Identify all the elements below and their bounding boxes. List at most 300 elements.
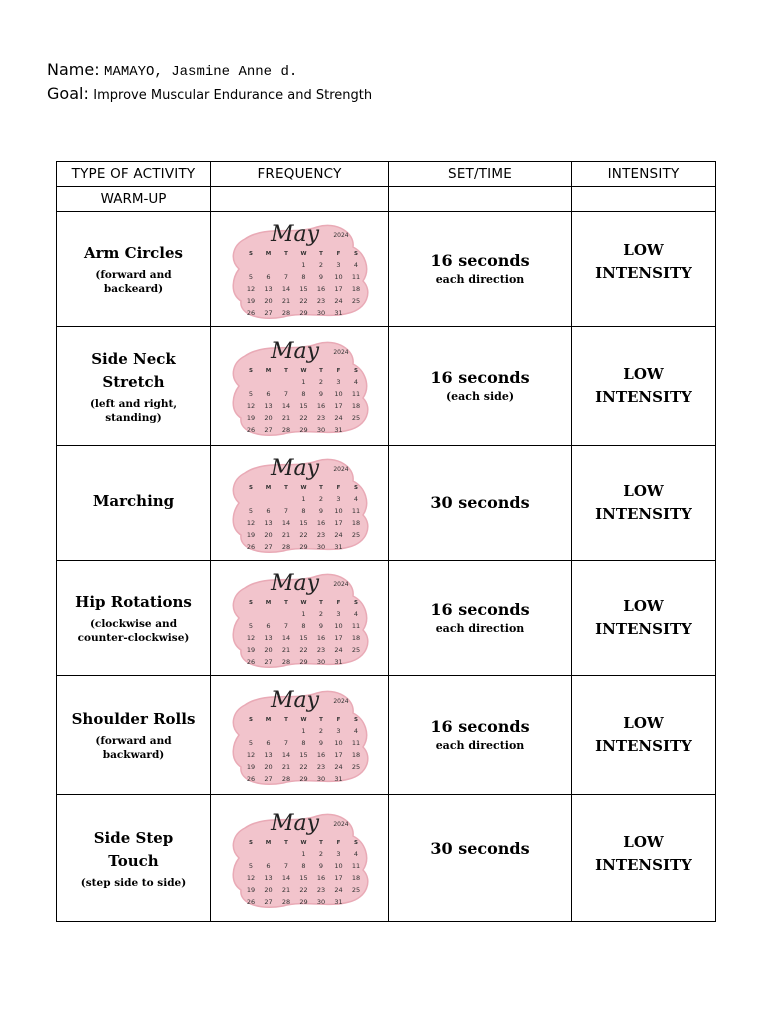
calendar-day: 22 <box>298 886 308 894</box>
calendar-day: 23 <box>316 297 325 305</box>
calendar-day: 6 <box>265 622 271 630</box>
calendar-day: 20 <box>263 886 273 894</box>
calendar-day: 26 <box>246 543 255 551</box>
set-time-value: 16 seconds <box>430 367 530 387</box>
calendar-day: 1 <box>300 378 306 386</box>
calendar-day: 25 <box>351 531 360 539</box>
calendar-day: 15 <box>298 519 308 527</box>
calendar-day: 19 <box>246 763 255 771</box>
calendar-weekday: W <box>299 485 307 491</box>
intensity-value: LOW INTENSITY <box>595 482 692 523</box>
calendar-day: 7 <box>283 739 288 747</box>
calendar-weekday: M <box>265 717 271 723</box>
calendar-day: 31 <box>333 658 343 666</box>
calendar-day: 30 <box>316 543 325 551</box>
calendar-day: 17 <box>333 751 343 759</box>
calendar-day: 5 <box>248 739 253 747</box>
calendar-weekday: F <box>336 251 340 257</box>
activity-cell <box>57 327 211 446</box>
calendar-day: 25 <box>351 763 360 771</box>
calendar-day: 17 <box>333 874 343 882</box>
calendar-month: May <box>270 339 319 364</box>
calendar-day: 8 <box>300 862 306 870</box>
calendar-day: 11 <box>351 390 360 398</box>
calendar-day: 7 <box>283 862 288 870</box>
calendar-day: 13 <box>263 402 273 410</box>
calendar-day: 21 <box>281 297 290 305</box>
calendar-day: 27 <box>263 658 273 666</box>
calendar-day: 14 <box>281 519 290 527</box>
calendar-day: 25 <box>351 886 360 894</box>
calendar-month: May <box>270 571 319 596</box>
calendar-day: 13 <box>263 519 273 527</box>
calendar-day: 2 <box>318 610 323 618</box>
calendar-day: 14 <box>281 285 290 293</box>
calendar-day: 5 <box>248 862 253 870</box>
calendar-day: 13 <box>263 285 273 293</box>
calendar-weekday: T <box>318 840 323 846</box>
calendar-day: 28 <box>281 775 290 783</box>
calendar-day: 22 <box>298 414 308 422</box>
activity-name: Arm Circles <box>84 244 183 262</box>
calendar-day: 10 <box>333 862 343 870</box>
set-time-note: each direction <box>435 272 525 286</box>
calendar-weekday: F <box>336 600 340 606</box>
calendar-day: 20 <box>263 646 273 654</box>
calendar-weekday: W <box>299 600 307 606</box>
calendar-day: 28 <box>281 309 290 317</box>
calendar-weekday: F <box>336 368 340 374</box>
section-empty-cell <box>211 187 389 212</box>
calendar-day: 24 <box>333 763 343 771</box>
calendar-day: 3 <box>335 378 341 386</box>
calendar-day: 7 <box>283 622 288 630</box>
calendar-day: 27 <box>263 898 273 906</box>
intensity-value: LOW INTENSITY <box>595 241 692 282</box>
set-time-note: (each side) <box>445 389 515 403</box>
calendar-day: 30 <box>316 426 325 434</box>
calendar-weekday: T <box>283 485 288 491</box>
calendar-day: 19 <box>246 531 255 539</box>
column-header-intensity: INTENSITY <box>572 162 716 187</box>
frequency-cell <box>211 212 389 327</box>
table-row <box>57 676 716 795</box>
calendar-day: 7 <box>283 273 288 281</box>
calendar-day: 17 <box>333 402 343 410</box>
calendar-day: 14 <box>281 402 290 410</box>
calendar-day: 20 <box>263 531 273 539</box>
calendar-day: 9 <box>318 622 323 630</box>
goal-value: Improve Muscular Endurance and Strength <box>93 88 373 103</box>
calendar-day: 19 <box>246 297 255 305</box>
calendar-day: 6 <box>265 862 271 870</box>
calendar-weekday: M <box>265 251 271 257</box>
calendar-weekday: W <box>299 840 307 846</box>
calendar-day: 18 <box>351 402 360 410</box>
calendar-day: 10 <box>333 390 343 398</box>
calendar-day: 29 <box>298 658 308 666</box>
calendar-day: 23 <box>316 886 325 894</box>
calendar-day: 1 <box>300 727 306 735</box>
calendar-day: 31 <box>333 426 343 434</box>
calendar-day: 19 <box>246 414 255 422</box>
calendar-day: 6 <box>265 273 271 281</box>
set-time-value: 16 seconds <box>430 599 530 619</box>
may-calendar-image <box>225 806 375 910</box>
calendar-day: 5 <box>248 507 253 515</box>
calendar-day: 22 <box>298 763 308 771</box>
intensity-value: LOW INTENSITY <box>595 833 692 874</box>
calendar-weekday: T <box>283 840 288 846</box>
calendar-day: 25 <box>351 414 360 422</box>
calendar-day: 19 <box>246 646 255 654</box>
calendar-day: 29 <box>298 775 308 783</box>
calendar-day: 26 <box>246 426 255 434</box>
calendar-day: 18 <box>351 874 360 882</box>
calendar-day: 8 <box>300 390 306 398</box>
calendar-weekday: S <box>353 840 358 846</box>
activity-note: (clockwise and counter-clockwise) <box>77 618 190 644</box>
calendar-day: 21 <box>281 646 290 654</box>
calendar-day: 13 <box>263 634 273 642</box>
set-time-note: each direction <box>435 621 525 635</box>
calendar-day: 17 <box>333 634 343 642</box>
activity-cell <box>57 446 211 561</box>
calendar-day: 16 <box>316 519 325 527</box>
calendar-day: 3 <box>335 610 341 618</box>
calendar-day: 10 <box>333 273 343 281</box>
calendar-day: 30 <box>316 309 325 317</box>
calendar-day: 16 <box>316 874 325 882</box>
may-calendar-image <box>225 566 375 670</box>
frequency-cell <box>211 795 389 922</box>
activity-note: (left and right, standing) <box>89 397 178 424</box>
calendar-day: 28 <box>281 898 290 906</box>
calendar-weekday: S <box>248 251 253 257</box>
table-row <box>57 795 716 922</box>
calendar-weekday: M <box>265 840 271 846</box>
calendar-graphic <box>225 334 375 438</box>
calendar-year: 2024 <box>332 698 349 705</box>
calendar-day: 25 <box>351 297 360 305</box>
table-header-row <box>57 162 716 187</box>
calendar-weekday: S <box>353 251 358 257</box>
calendar-day: 2 <box>318 378 323 386</box>
activity-note: (step side to side) <box>80 876 187 889</box>
calendar-day: 12 <box>246 874 255 882</box>
calendar-day: 3 <box>335 727 341 735</box>
calendar-weekday: T <box>318 717 323 723</box>
calendar-weekday: T <box>318 251 323 257</box>
calendar-day: 24 <box>333 297 343 305</box>
calendar-day: 15 <box>298 285 308 293</box>
calendar-day: 2 <box>318 850 323 858</box>
calendar-day: 19 <box>246 886 255 894</box>
calendar-day: 10 <box>333 507 343 515</box>
calendar-weekday: M <box>265 368 271 374</box>
section-empty-cell <box>389 187 572 212</box>
activity-note: (forward and backward) <box>95 735 172 761</box>
calendar-day: 31 <box>333 309 343 317</box>
calendar-day: 16 <box>316 285 325 293</box>
table-row <box>57 212 716 327</box>
calendar-day: 23 <box>316 531 325 539</box>
calendar-year: 2024 <box>332 466 349 473</box>
calendar-weekday: S <box>353 600 358 606</box>
calendar-weekday: M <box>265 485 271 491</box>
activity-cell <box>57 795 211 922</box>
calendar-weekday: F <box>336 717 340 723</box>
calendar-year: 2024 <box>332 581 349 588</box>
calendar-day: 11 <box>351 273 360 281</box>
calendar-day: 15 <box>298 634 308 642</box>
calendar-day: 18 <box>351 634 360 642</box>
calendar-day: 1 <box>300 850 306 858</box>
calendar-day: 5 <box>248 273 253 281</box>
calendar-day: 30 <box>316 898 325 906</box>
calendar-month: May <box>270 456 319 481</box>
may-calendar-image <box>225 334 375 438</box>
name-line <box>47 58 372 82</box>
calendar-day: 4 <box>353 610 358 618</box>
section-empty-cell <box>572 187 716 212</box>
calendar-day: 17 <box>333 285 343 293</box>
intensity-value: LOW INTENSITY <box>595 365 692 406</box>
calendar-day: 4 <box>353 727 358 735</box>
calendar-weekday: T <box>283 600 288 606</box>
calendar-graphic <box>225 683 375 787</box>
name-label: Name: <box>47 60 100 79</box>
calendar-day: 4 <box>353 378 358 386</box>
calendar-day: 7 <box>283 507 288 515</box>
calendar-day: 3 <box>335 850 341 858</box>
calendar-weekday: S <box>353 485 358 491</box>
activity-name: Side Neck Stretch <box>91 349 176 391</box>
calendar-day: 26 <box>246 898 255 906</box>
calendar-day: 28 <box>281 426 290 434</box>
column-header-activity: TYPE OF ACTIVITY <box>57 162 211 187</box>
set-time-cell <box>389 327 572 446</box>
calendar-day: 8 <box>300 622 306 630</box>
calendar-day: 20 <box>263 414 273 422</box>
calendar-day: 27 <box>263 775 273 783</box>
calendar-day: 9 <box>318 390 323 398</box>
calendar-day: 16 <box>316 634 325 642</box>
calendar-graphic <box>225 566 375 670</box>
calendar-day: 23 <box>316 646 325 654</box>
activity-name: Shoulder Rolls <box>71 710 196 728</box>
calendar-day: 18 <box>351 285 360 293</box>
calendar-day: 26 <box>246 775 255 783</box>
calendar-weekday: S <box>248 600 253 606</box>
calendar-day: 14 <box>281 634 290 642</box>
calendar-weekday: T <box>283 368 288 374</box>
calendar-weekday: F <box>336 840 340 846</box>
calendar-weekday: S <box>248 717 253 723</box>
calendar-day: 18 <box>351 751 360 759</box>
goal-label: Goal: <box>47 84 89 103</box>
calendar-weekday: W <box>299 368 307 374</box>
calendar-weekday: M <box>265 600 271 606</box>
calendar-weekday: T <box>318 485 323 491</box>
calendar-weekday: S <box>353 717 358 723</box>
calendar-day: 8 <box>300 507 306 515</box>
calendar-day: 22 <box>298 531 308 539</box>
calendar-day: 16 <box>316 402 325 410</box>
set-time-value: 30 seconds <box>430 839 530 858</box>
calendar-weekday: T <box>283 717 288 723</box>
section-row <box>57 187 716 212</box>
table-row <box>57 327 716 446</box>
frequency-cell <box>211 327 389 446</box>
calendar-year: 2024 <box>332 349 349 356</box>
document-header <box>47 58 372 106</box>
calendar-day: 5 <box>248 622 253 630</box>
calendar-day: 3 <box>335 495 341 503</box>
calendar-day: 15 <box>298 751 308 759</box>
calendar-day: 6 <box>265 739 271 747</box>
calendar-day: 27 <box>263 543 273 551</box>
calendar-day: 26 <box>246 658 255 666</box>
set-time-value: 16 seconds <box>430 716 530 736</box>
calendar-day: 20 <box>263 763 273 771</box>
activity-cell <box>57 676 211 795</box>
calendar-day: 3 <box>335 261 341 269</box>
calendar-day: 4 <box>353 495 358 503</box>
calendar-day: 24 <box>333 646 343 654</box>
set-time-cell <box>389 212 572 327</box>
table-row <box>57 561 716 676</box>
calendar-day: 2 <box>318 727 323 735</box>
intensity-value: LOW INTENSITY <box>595 714 692 755</box>
calendar-day: 18 <box>351 519 360 527</box>
calendar-day: 13 <box>263 751 273 759</box>
calendar-day: 12 <box>246 634 255 642</box>
calendar-day: 9 <box>318 739 323 747</box>
frequency-cell <box>211 676 389 795</box>
calendar-day: 10 <box>333 739 343 747</box>
calendar-day: 24 <box>333 886 343 894</box>
calendar-day: 6 <box>265 507 271 515</box>
calendar-day: 17 <box>333 519 343 527</box>
calendar-day: 6 <box>265 390 271 398</box>
intensity-cell <box>572 795 716 922</box>
calendar-weekday: T <box>283 251 288 257</box>
calendar-day: 4 <box>353 850 358 858</box>
calendar-year: 2024 <box>332 821 349 828</box>
calendar-day: 25 <box>351 646 360 654</box>
calendar-month: May <box>270 811 319 836</box>
calendar-day: 10 <box>333 622 343 630</box>
set-time-note: each direction <box>435 738 525 752</box>
calendar-day: 27 <box>263 309 273 317</box>
may-calendar-image <box>225 683 375 787</box>
calendar-day: 24 <box>333 414 343 422</box>
set-time-cell <box>389 795 572 922</box>
activity-note: (forward and backeard) <box>95 269 172 295</box>
name-value: MAMAYO, Jasmine Anne d. <box>104 64 298 80</box>
calendar-day: 29 <box>298 543 308 551</box>
calendar-day: 1 <box>300 261 306 269</box>
calendar-day: 30 <box>316 658 325 666</box>
table-row <box>57 446 716 561</box>
calendar-day: 22 <box>298 297 308 305</box>
calendar-day: 7 <box>283 390 288 398</box>
calendar-day: 15 <box>298 874 308 882</box>
calendar-day: 9 <box>318 862 323 870</box>
column-header-set-time: SET/TIME <box>389 162 572 187</box>
activity-name: Marching <box>92 492 175 510</box>
calendar-day: 11 <box>351 622 360 630</box>
calendar-day: 2 <box>318 495 323 503</box>
calendar-weekday: S <box>353 368 358 374</box>
calendar-day: 14 <box>281 751 290 759</box>
calendar-day: 12 <box>246 751 255 759</box>
calendar-day: 8 <box>300 739 306 747</box>
set-time-cell <box>389 446 572 561</box>
intensity-value: LOW INTENSITY <box>595 597 692 638</box>
calendar-day: 22 <box>298 646 308 654</box>
calendar-month: May <box>270 222 319 247</box>
calendar-day: 9 <box>318 273 323 281</box>
intensity-cell <box>572 327 716 446</box>
column-header-frequency: FREQUENCY <box>211 162 389 187</box>
intensity-cell <box>572 446 716 561</box>
activity-name: Hip Rotations <box>75 593 192 611</box>
calendar-day: 24 <box>333 531 343 539</box>
calendar-day: 12 <box>246 402 255 410</box>
calendar-day: 29 <box>298 309 308 317</box>
frequency-cell <box>211 446 389 561</box>
calendar-month: May <box>270 688 319 713</box>
calendar-day: 29 <box>298 898 308 906</box>
calendar-graphic <box>225 806 375 910</box>
intensity-cell <box>572 212 716 327</box>
calendar-day: 23 <box>316 414 325 422</box>
intensity-cell <box>572 561 716 676</box>
calendar-day: 16 <box>316 751 325 759</box>
set-time-value: 16 seconds <box>430 250 530 270</box>
calendar-weekday: W <box>299 717 307 723</box>
calendar-day: 1 <box>300 610 306 618</box>
activity-cell <box>57 212 211 327</box>
calendar-day: 21 <box>281 886 290 894</box>
calendar-graphic <box>225 217 375 321</box>
set-time-value: 30 seconds <box>430 493 530 512</box>
calendar-weekday: S <box>248 368 253 374</box>
calendar-day: 21 <box>281 531 290 539</box>
calendar-day: 21 <box>281 414 290 422</box>
calendar-weekday: T <box>318 600 323 606</box>
calendar-day: 11 <box>351 862 360 870</box>
calendar-day: 20 <box>263 297 273 305</box>
calendar-weekday: S <box>248 840 253 846</box>
calendar-day: 31 <box>333 898 343 906</box>
calendar-day: 26 <box>246 309 255 317</box>
may-calendar-image <box>225 451 375 555</box>
calendar-day: 12 <box>246 519 255 527</box>
calendar-graphic <box>225 451 375 555</box>
calendar-day: 28 <box>281 658 290 666</box>
activity-cell <box>57 561 211 676</box>
calendar-day: 11 <box>351 507 360 515</box>
calendar-weekday: W <box>299 251 307 257</box>
calendar-weekday: F <box>336 485 340 491</box>
calendar-day: 5 <box>248 390 253 398</box>
calendar-day: 21 <box>281 763 290 771</box>
calendar-year: 2024 <box>332 232 349 239</box>
frequency-cell <box>211 561 389 676</box>
